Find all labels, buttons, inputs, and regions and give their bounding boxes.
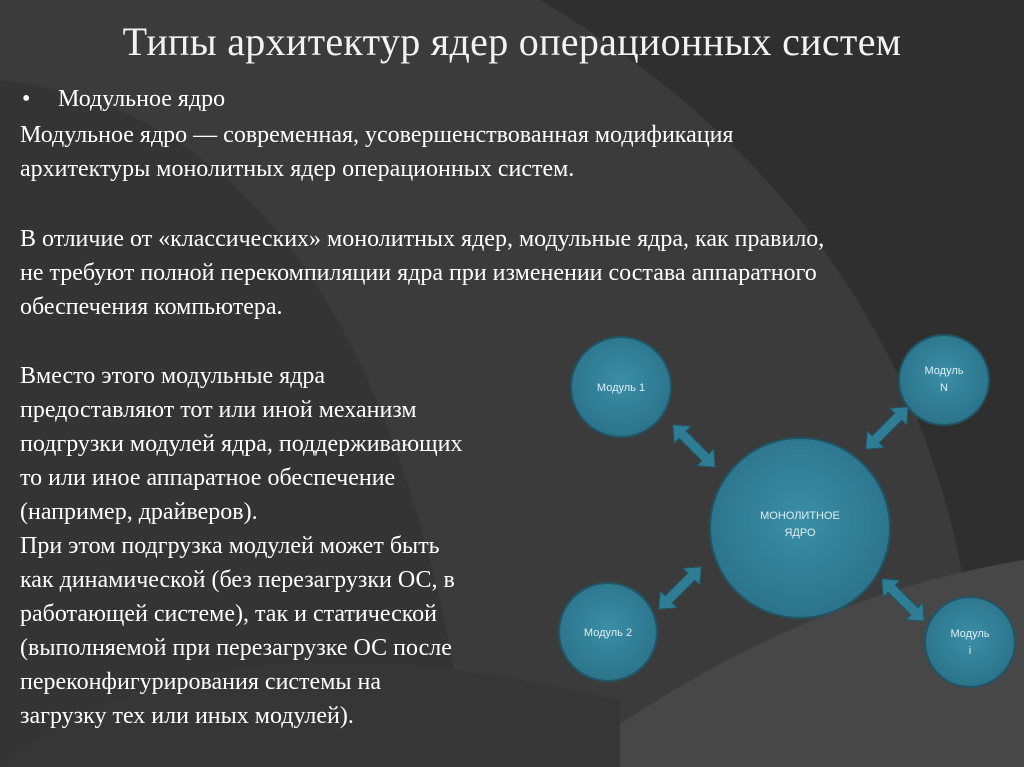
module-1-label: Модуль 1 xyxy=(596,382,646,394)
module-n-label-line1: Модуль xyxy=(924,365,964,377)
paragraph-definition xyxy=(20,118,920,186)
paragraph-line: обеспечения компьютера. xyxy=(20,294,283,320)
node-module-n xyxy=(899,335,989,425)
core-label-line1: МОНОЛИТНОЕ xyxy=(760,510,840,522)
paragraph-line: Модульное ядро — современная, усовершенствованная модификация xyxy=(20,122,734,148)
arrow-modulei-core xyxy=(873,570,932,629)
paragraph-line: (выполняемой при перезагрузке ОС после xyxy=(20,635,452,661)
paragraph-line: подгрузки модулей ядра, поддерживающих xyxy=(20,431,463,457)
paragraph-line: то или иное аппаратное обеспечение xyxy=(20,465,396,491)
module-i-label-line1: Модуль xyxy=(950,628,990,640)
paragraph-line: работающей системе), так и статической xyxy=(20,601,437,627)
module-i-label-line2: i xyxy=(968,645,972,657)
paragraph-line: архитектуры монолитных ядер операционных систем. xyxy=(20,156,575,182)
paragraph-difference xyxy=(20,222,1010,324)
paragraph-line: предоставляют тот или иной механизм xyxy=(20,397,417,423)
arrow-module1-core xyxy=(664,416,723,475)
node-module-i xyxy=(925,597,1015,687)
paragraph-line: В отличие от «классических» монолитных ядер, модульные ядра, как правило, xyxy=(20,226,825,252)
core-label-line2: ЯДРО xyxy=(784,527,816,539)
slide-title: Типы архитектур ядер операционных систем xyxy=(122,19,902,64)
paragraph-line: переконфигурирования системы на xyxy=(20,669,382,695)
node-module-1 xyxy=(571,337,671,437)
paragraph-line: Вместо этого модульные ядра xyxy=(20,363,326,389)
module-n-label-line2: N xyxy=(940,382,948,394)
paragraph-line: (например, драйверов). xyxy=(20,499,258,525)
bullet-label: Модульное ядро xyxy=(58,86,226,112)
bullet-icon: • xyxy=(22,86,31,112)
paragraph-line: не требуют полной перекомпиляции ядра при изменении состава аппаратного xyxy=(20,260,817,286)
module-2-label: Модуль 2 xyxy=(583,627,633,639)
paragraph-line: загрузку тех или иных модулей). xyxy=(20,703,354,729)
node-core xyxy=(710,438,890,618)
paragraph-loading xyxy=(20,359,565,733)
paragraph-line: При этом подгрузка модулей может быть xyxy=(20,533,440,559)
kernel-modules-diagram xyxy=(550,330,1024,767)
arrow-module2-core xyxy=(650,558,709,617)
paragraph-line: как динамической (без перезагрузки ОС, в xyxy=(20,567,455,593)
node-module-2 xyxy=(559,583,657,681)
